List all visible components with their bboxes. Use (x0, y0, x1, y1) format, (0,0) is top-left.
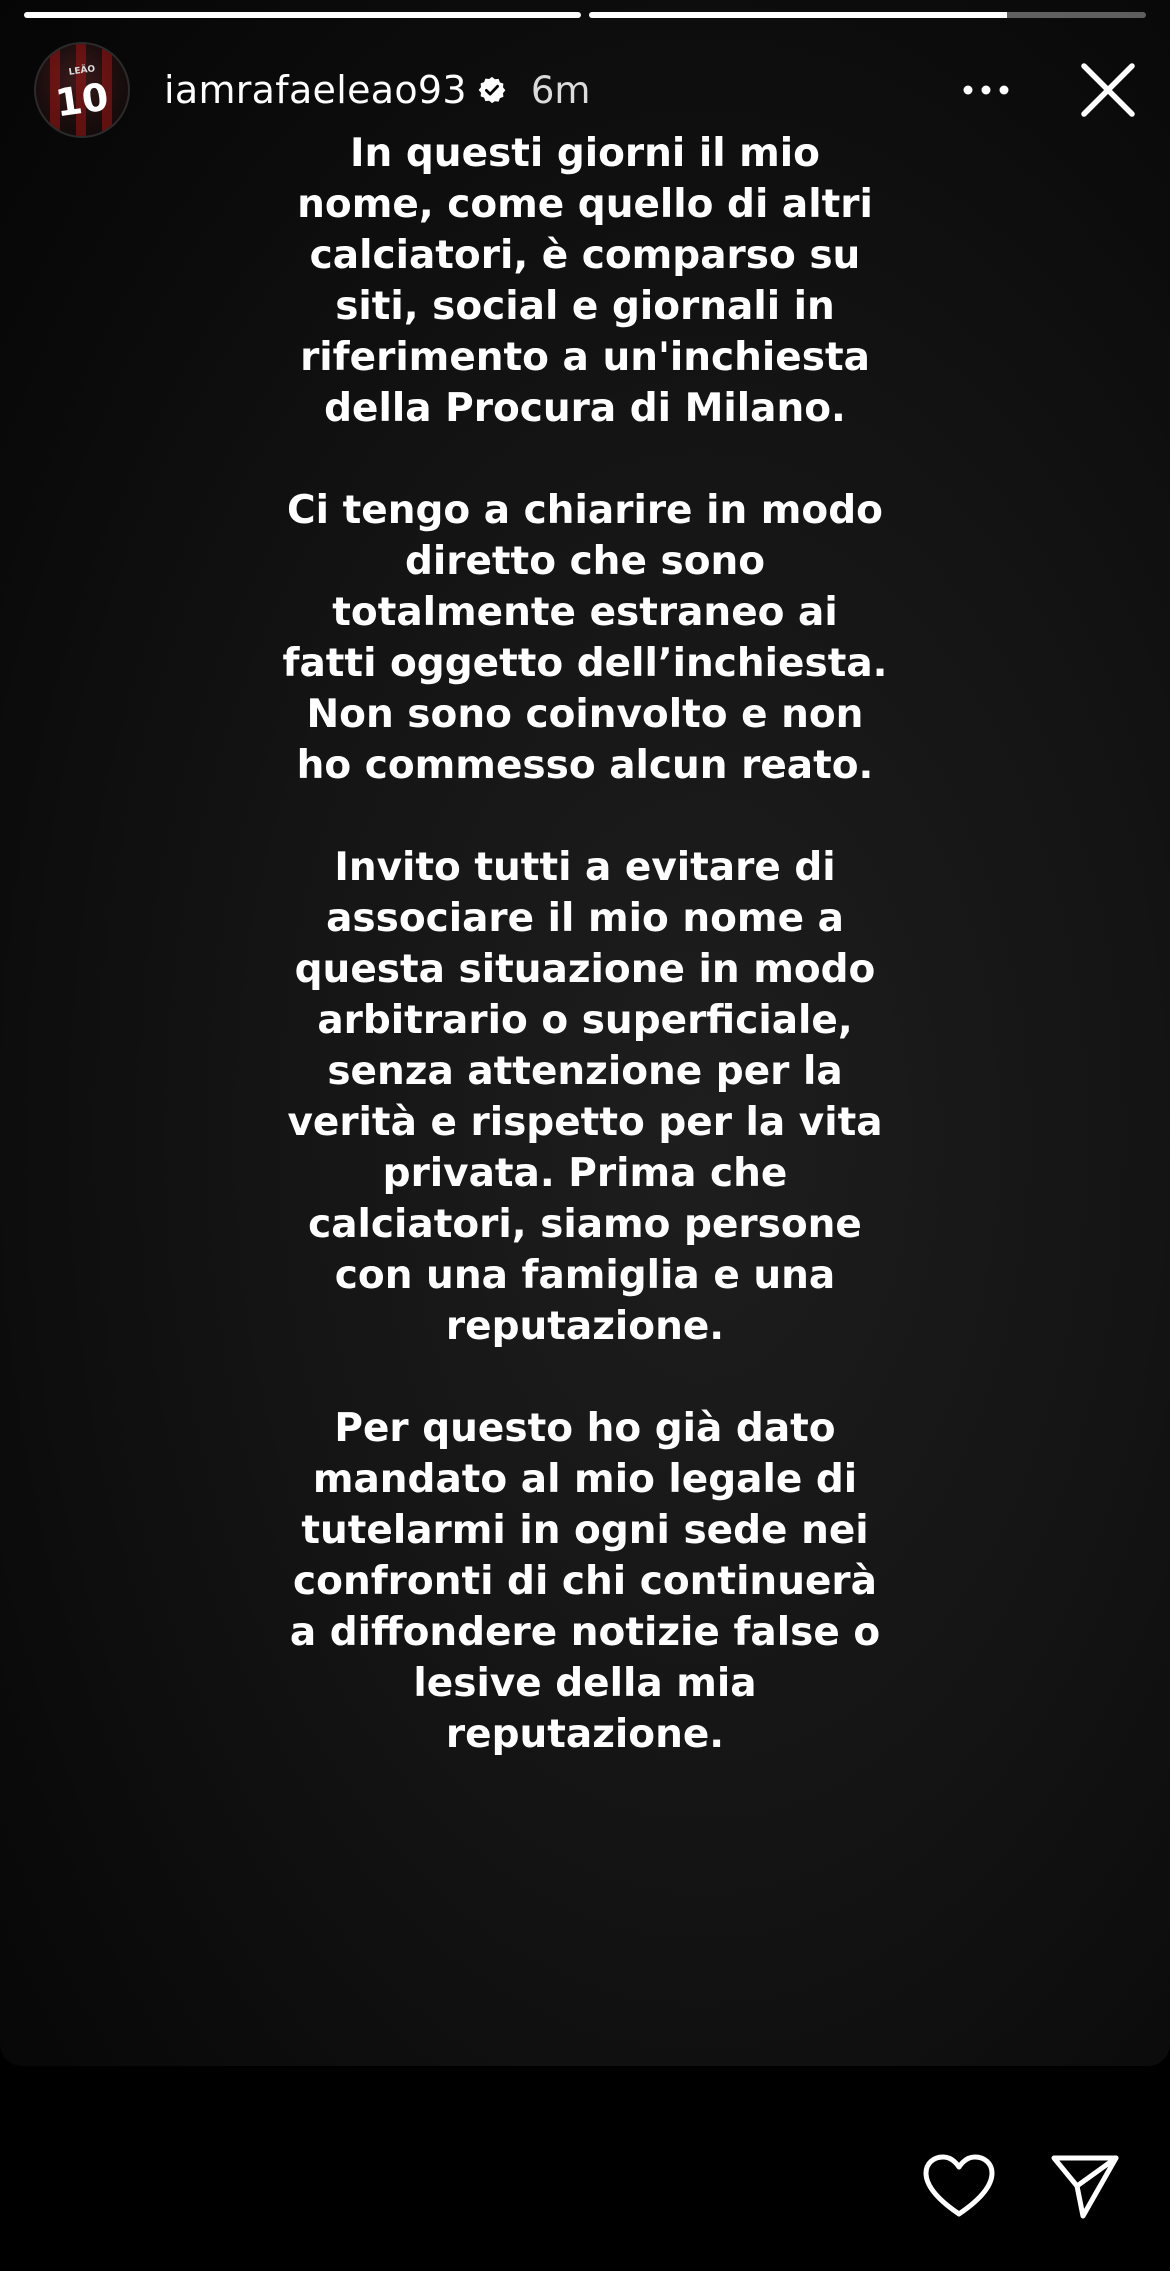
statement-paragraph-2: Ci tengo a chiarire in modo diretto che sono totalmente estraneo ai fatti oggetto dell’inchiesta. Non sono coinvolto e non ho commesso alcun reato. (282, 488, 888, 788)
avatar[interactable] (34, 42, 130, 138)
heart-icon[interactable] (920, 2150, 998, 2222)
send-icon[interactable] (1046, 2150, 1124, 2222)
statement-paragraph-4: Per questo ho già dato mandato al mio legale di tutelarmi in ogni sede nei confronti di chi continuerà a diffondere notizie false o lesive della mia reputazione. (289, 1406, 881, 1757)
story-statement-text (280, 128, 890, 1811)
more-dots-icon[interactable] (956, 60, 1016, 120)
avatar-jersey-number: 10 (52, 74, 112, 126)
statement-paragraph-3: Invito tutti a evitare di associare il mio nome a questa situazione in modo arbitrario o superficiale, senza attenzione per la verità e rispetto per la vita privata. Prima che calciatori, siamo persone con una famiglia e una reputazione. (287, 845, 883, 1349)
post-time: 6m (530, 68, 591, 112)
close-icon[interactable] (1076, 58, 1140, 122)
avatar-jersey-name: LEÃO (68, 64, 96, 78)
verified-badge-icon (477, 75, 507, 105)
statement-paragraph-1: In questi giorni il mio nome, come quello di altri calciatori, è comparso su siti, social e giornali in riferimento a un'inchiesta della Procura di Milano. (297, 131, 873, 431)
progress-segment-2 (589, 12, 1146, 18)
story-progress-bar (24, 12, 1146, 18)
progress-segment-1 (24, 12, 581, 18)
username[interactable]: iamrafaeleao93 (164, 68, 467, 112)
story-header (34, 42, 1140, 138)
